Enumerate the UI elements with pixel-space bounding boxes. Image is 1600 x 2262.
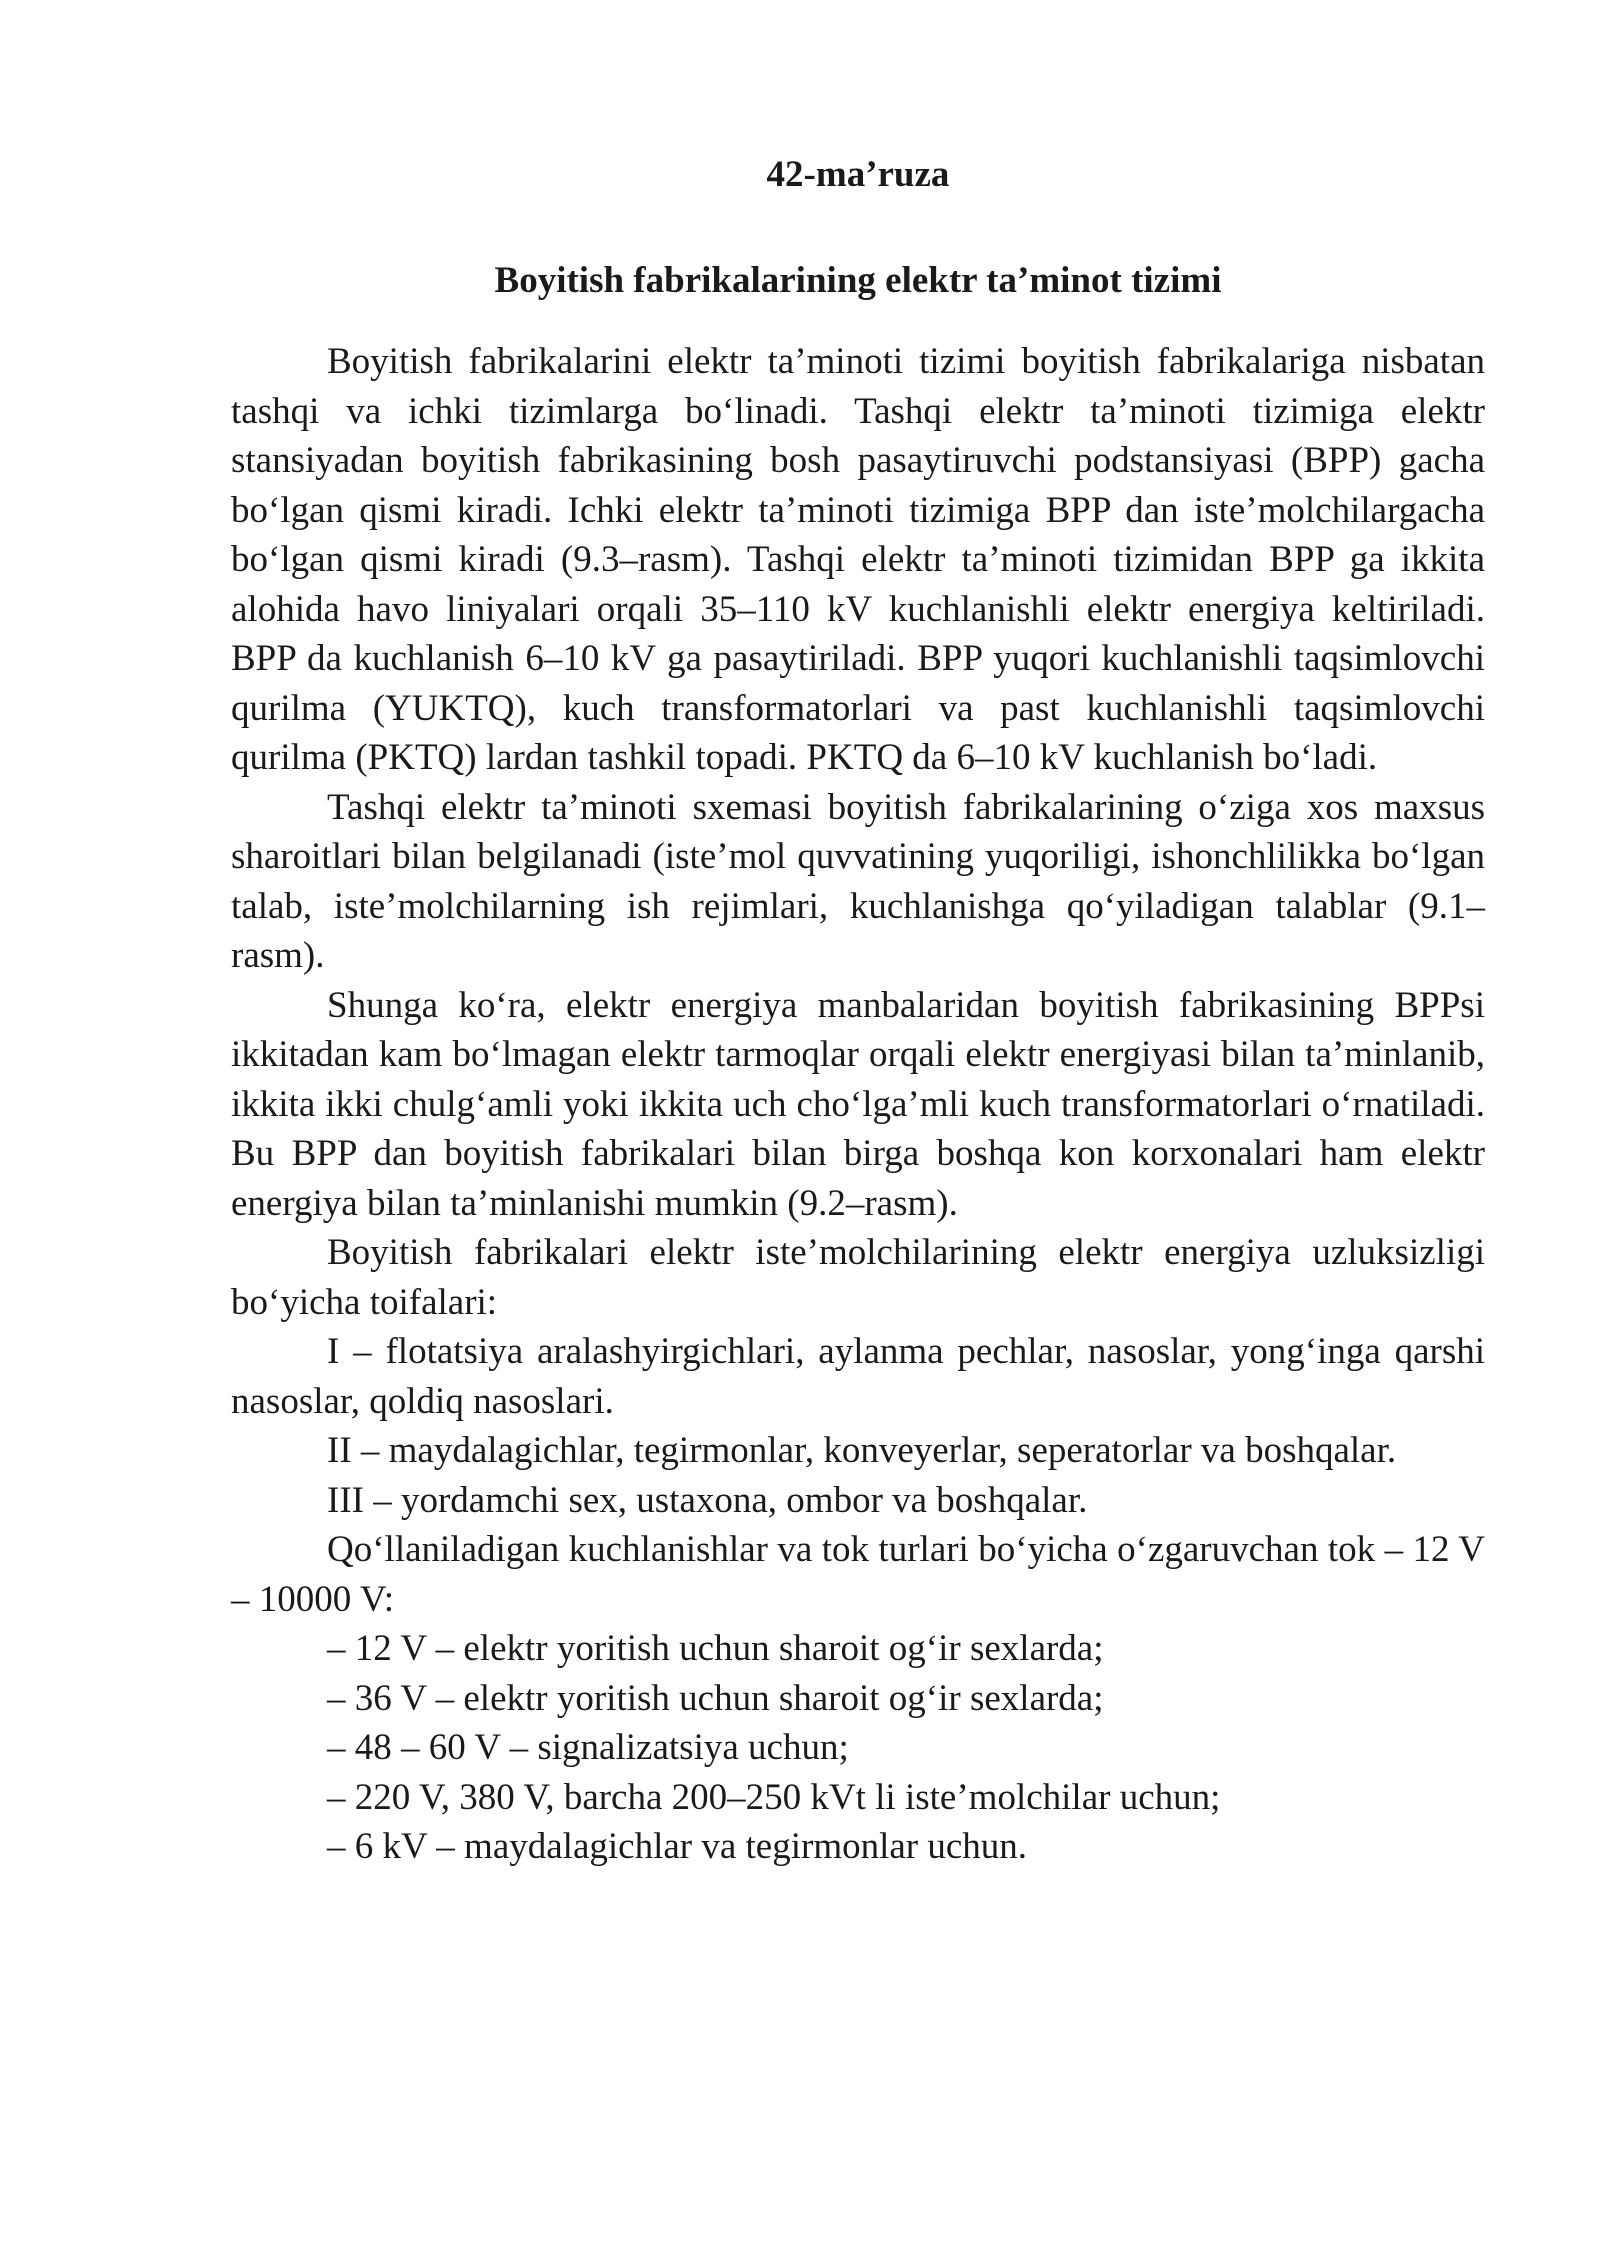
document-page: [231, 150, 1485, 1872]
paragraph-external-scheme: Tashqi elektr ta’minoti sxemasi boyitish fabrikalarining o‘ziga xos maxsus sharoitlari bilan belgilanadi (iste’mol quvvatining yuqoriligi, ishonchlilikka bo‘lgan talab, iste’molchilarning ish rejimlari, kuchlanishga qo‘yiladigan talablar (9.1–rasm).: [231, 786, 1485, 976]
list-item: – 48 – 60 V – signalizatsiya uchun;: [327, 1727, 849, 1768]
paragraph-category-3: III – yordamchi sex, ustaxona, ombor va boshqalar.: [327, 1479, 1088, 1521]
paragraph-category-1: I – flotatsiya aralashyirgichlari, aylanma pechlar, nasoslar, yong‘inga qarshi nasoslar, qoldiq nasoslari.: [231, 1331, 1485, 1422]
document-body: [231, 337, 1485, 1872]
paragraph-intro: Boyitish fabrikalarini elektr ta’minoti tizimi boyitish fabrikalariga nisbatan tashqi va ichki tizimlarga bo‘linadi. Tashqi elektr ta’minoti tizimiga elektr stansiyadan boyitish fabrikasining bosh pasaytiruvchi podstansiyasi (BPP) gacha bo‘lgan qismi kiradi. Ichki elektr ta’minoti tizimiga BPP dan iste’molchilargacha bo‘lgan qismi kiradi (9.3–rasm). Tashqi elektr ta’minoti tizimidan BPP ga ikkita alohida havo liniyalari orqali 35–110 kV kuchlanishli elektr energiya keltiriladi. BPP da kuchlanish 6–10 kV ga pasaytiriladi. BPP yuqori kuchlanishli taqsimlovchi qurilma (YUKTQ), kuch transformatorlari va past kuchlanishli taqsimlovchi qurilma (PKTQ) lardan tashkil topadi. PKTQ da 6–10 kV kuchlanish bo‘ladi.: [231, 341, 1485, 778]
lecture-title: Boyitish fabrikalarining elektr ta’minot tizimi: [494, 259, 1222, 301]
paragraph-voltages-intro: Qo‘llaniladigan kuchlanishlar va tok turlari bo‘yicha o‘zgaruvchan tok – 12 V – 10000 V:: [231, 1529, 1485, 1620]
list-item: – 36 V – elektr yoritish uchun sharoit og‘ir sexlarda;: [327, 1677, 1104, 1719]
lecture-number: 42-ma’ruza: [766, 154, 950, 195]
list-item: – 6 kV – maydalagichlar va tegirmonlar uchun.: [327, 1826, 1028, 1867]
list-item: – 220 V, 380 V, barcha 200–250 kVt li iste’molchilar uchun;: [327, 1776, 1221, 1818]
list-item: – 12 V – elektr yoritish uchun sharoit og‘ir sexlarda;: [327, 1628, 1104, 1669]
paragraph-bpp-supply: Shunga ko‘ra, elektr energiya manbalaridan boyitish fabrikasining BPPsi ikkitadan kam bo‘lmagan elektr tarmoqlar orqali elektr energiyasi bilan ta’minlanib, ikkita ikki chulg‘amli yoki ikkita uch cho‘lga’mli kuch transformatorlari o‘rnatiladi. Bu BPP dan boyitish fabrikalari bilan birga boshqa kon korxonalari ham elektr energiya bilan ta’minlanishi mumkin (9.2–rasm).: [231, 984, 1485, 1224]
voltage-list: [231, 1624, 1485, 1872]
paragraph-category-2: II – maydalagichlar, tegirmonlar, konveyerlar, seperatorlar va boshqalar.: [327, 1430, 1397, 1471]
paragraph-categories-intro: Boyitish fabrikalari elektr iste’molchilarining elektr energiya uzluksizligi bo‘yicha toifalari:: [231, 1232, 1485, 1323]
